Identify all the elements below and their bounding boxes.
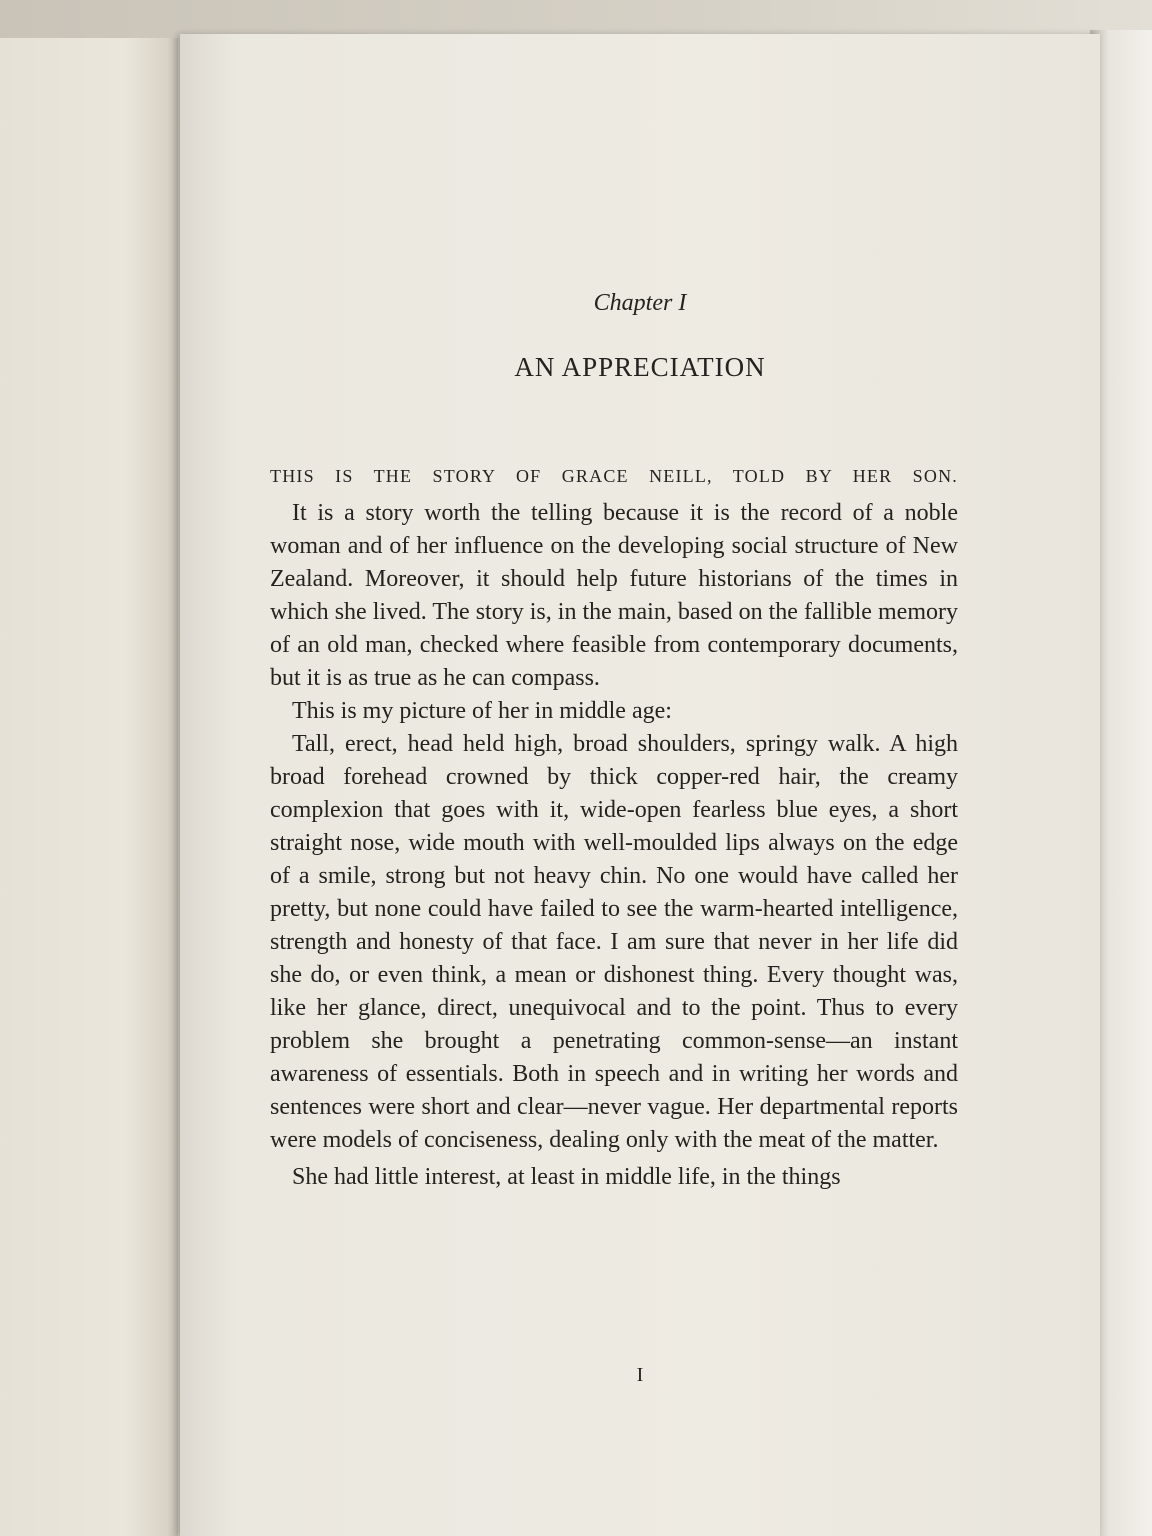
paragraph: It is a story worth the telling because it is the record of a noble woman and of her influence on the developing social structure of New Zealand. Moreover, it should help future historians of the times in which she lived. The story is, in the main, based on the fallible memory of an old man, checked where feasible from contemporary documents, but it is as true as he can compass. <box>270 500 958 691</box>
body-text <box>270 497 958 1194</box>
chapter-title: AN APPRECIATION <box>514 352 766 382</box>
paragraph: This is my picture of her in middle age: <box>292 698 672 724</box>
right-page <box>180 34 1100 1536</box>
page-number: I <box>636 1364 644 1386</box>
paragraph: She had little interest, at least in middle life, in the things <box>292 1164 841 1190</box>
paragraph: Tall, erect, head held high, broad shoulders, springy walk. A high broad forehead crowned by thick copper-red hair, the creamy complexion that goes with it, wide-open fearless blue eyes, a short straight nose, wide mouth with well-moulded lips always on the edge of a smile, strong but not heavy chin. No one would have called her pretty, but none could have failed to see the warm-hearted intelligence, strength and honesty of that face. I am sure that never in her life did she do, or even think, a mean or dishonest thing. Every thought was, like her glance, direct, unequivocal and to the point. Thus to every problem she brought a penetrating common-sense—an instant awareness of essentials. Both in speech and in writing her words and sentences were short and clear—never vague. Her departmental reports were models of conciseness, dealing only with the meat of the matter. <box>270 731 958 1153</box>
left-page <box>0 38 178 1536</box>
chapter-label: Chapter I <box>593 290 687 316</box>
opening-line: THIS IS THE STORY OF GRACE NEILL, TOLD BY HER SON. <box>270 466 958 486</box>
